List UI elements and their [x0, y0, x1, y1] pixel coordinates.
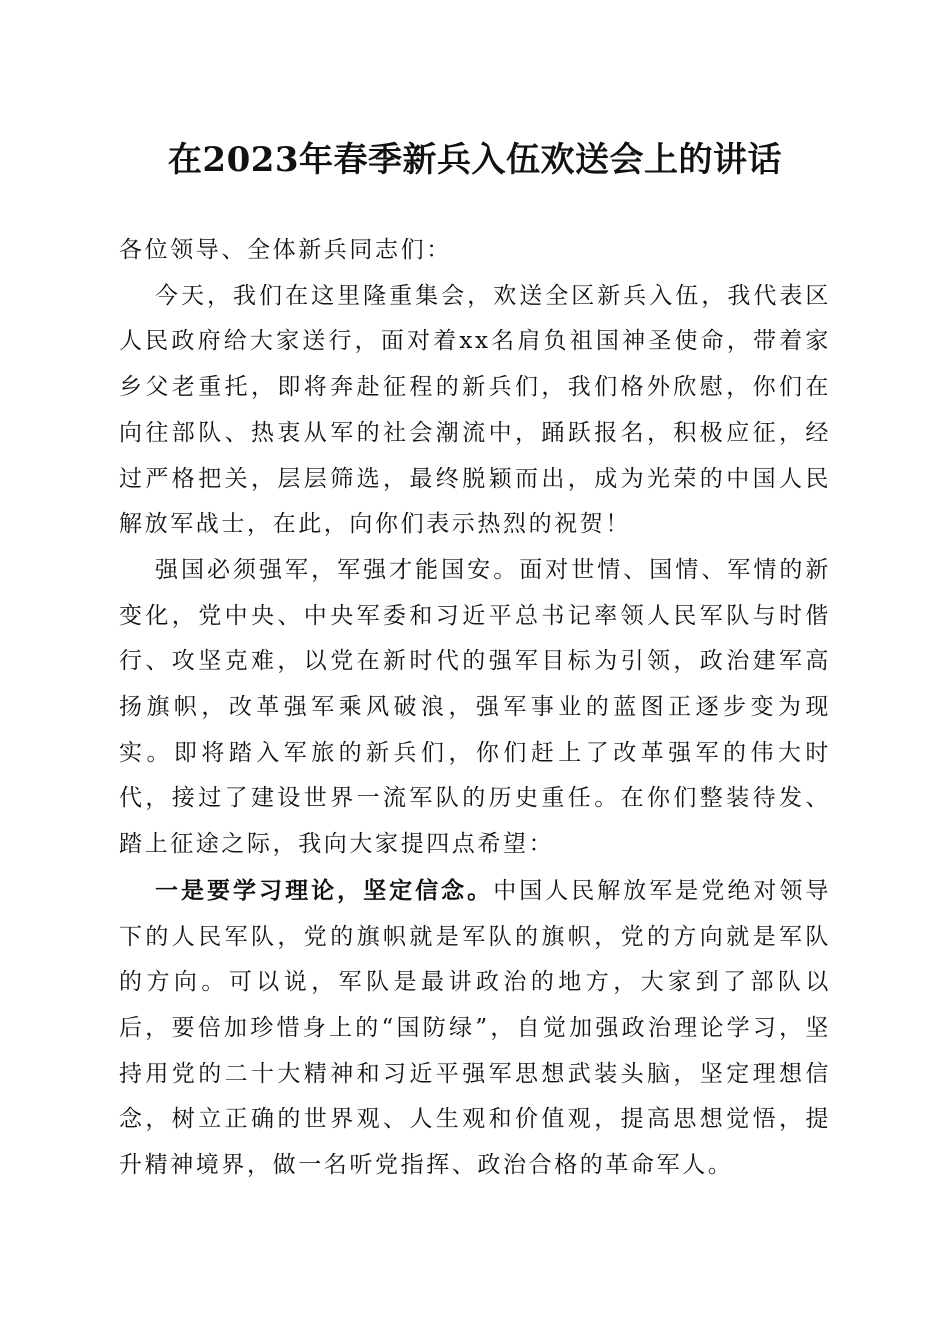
document-title: 在2023年春季新兵入伍欢送会上的讲话 [167, 140, 783, 180]
paragraph-3 [119, 868, 831, 1189]
paragraph-2: 强国必须强军，军强才能国安。面对世情、国情、军情的新变化，党中央、中央军委和习近平总书记率领人民军队与时偕行、攻坚克难，以党在新时代的强军目标为引领，政治建军高扬旗帜，改革强军乘风破浪，强军事业的蓝图正逐步变为现实。即将踏入军旅的新兵们，你们赶上了改革强军的伟大时代，接过了建设世界一流军队的历史重任。在你们整装待发、踏上征途之际，我向大家提四点希望： [119, 556, 831, 858]
paragraph-1: 今天，我们在这里隆重集会，欢送全区新兵入伍，我代表区人民政府给大家送行，面对着xx名肩负祖国神圣使命，带着家乡父老重托，即将奔赴征程的新兵们，我们格外欣慰，你们在向往部队、热衷从军的社会潮流中，踊跃报名，积极应征，经过严格把关，层层筛选，最终脱颖而出，成为光荣的中国人民解放军战士，在此，向你们表示热烈的祝贺！ [119, 282, 831, 538]
salutation: 各位领导、全体新兵同志们： [119, 237, 452, 263]
document-body [119, 228, 831, 1189]
paragraph-3-lead: 一是要学习理论，坚定信念。 [155, 876, 494, 904]
paragraph-3-text: 中国人民解放军是党绝对领导下的人民军队，党的旗帜就是军队的旗帜，党的方向就是军队的方向。可以说，军队是最讲政治的地方，大家到了部队以后，要倍加珍惜身上的“国防绿”，自觉加强政治理论学习，坚持用党的二十大精神和习近平强军思想武装头脑，坚定理想信念，树立正确的世界观、人生观和价值观，提高思想觉悟，提升精神境界，做一名听党指挥、政治合格的革命军人。 [119, 877, 831, 1179]
